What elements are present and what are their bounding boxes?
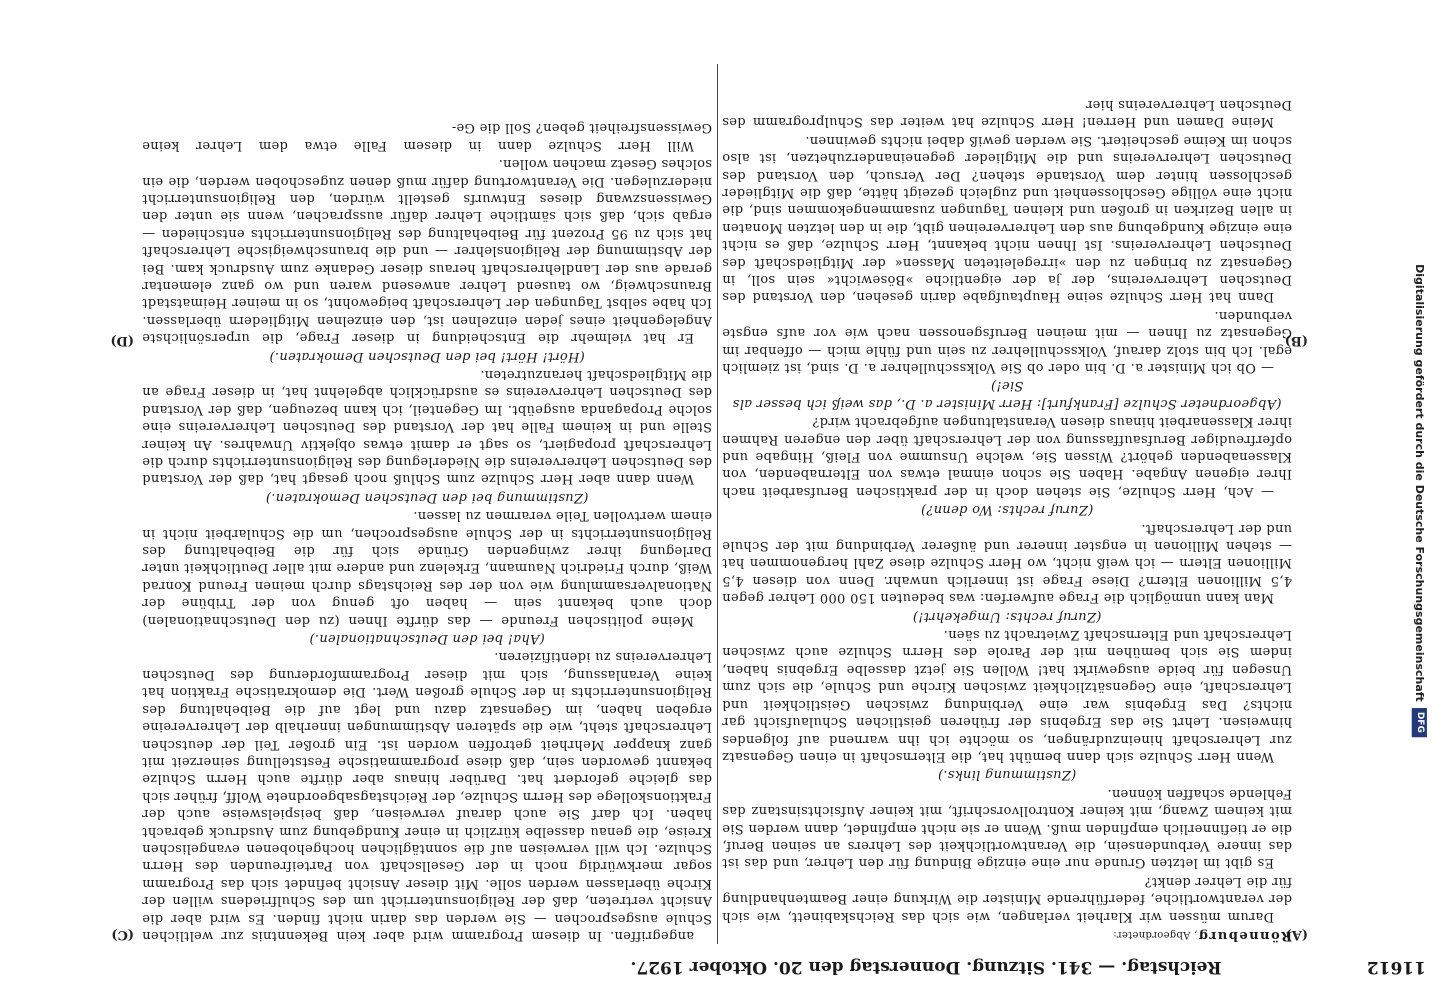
paragraph: Es gibt im letzten Grunde nur eine einzige Bindung für den Lehrer, und das ist das innere Verbundensein, die Verantwortlichkeit des Lehrers an seinen Beruf, die er tiefinnerlich empfinden muß. Wenn er sie nicht empfindet, dann werden Sie mit keinem Zwang, mit keiner Kontrollvorschrift, mit keiner Aufsichtsinstanz das Fehlende schaffen können. xyxy=(722,785,1292,871)
margin-marker-d: (D) xyxy=(110,333,134,348)
left-column xyxy=(722,64,1292,944)
paragraph: Meine politischen Freunde — das dürfte Ihnen (zu den Deutschnationalen) doch auch bekannt sein — haben oft genug von der Tribüne der Nationalversammlung wie von der des Reichstags durch meinen Freund Konrad Weiß, durch Friedrich Naumann, Erkelenz und andere mit aller Deutlichkeit unter Darlegung ihrer zwingenden Gründe sich für die Beibehaltung des Religionsunterrichts in der Schule ausgesprochen, um die Schularbeit nicht in einem wertvollen Teile verarmen zu lassen. xyxy=(142,508,712,628)
paragraph: — Ob ich Minister a. D. bin oder ob Sie Volksschullehrer a. D. sind, ist ziemlich egal. Ich bin stolz darauf, Volksschullehrer zu sein und fühle mich — offenbar im Gegensatz zu Ihnen — mit meinen Berufsgenossen nach wie vor aufs engste verbunden. xyxy=(722,307,1292,375)
margin-marker-a: (A) xyxy=(1285,927,1308,942)
paragraph: angegriffen. In diesem Programm wird aber kein Bekenntnis zur weltlichen Schule ausgesprochen — Sie werden das darin nicht finden. Es wird aber die Ansicht vertreten, daß der Religionsunterricht um des Schulfriedens willen der Kirche überlassen werden solle. Mit dieser Ansicht befindet sich das Programm sogar merkwürdig noch in der Gesellschaft von Parteifreunden des Herrn Schulze. Ich will verweisen auf die sonntäglichen hochgehobenen evangelischen Kreise, die genau dasselbe kürzlich in einer Kundgebung zum Ausdruck gebracht haben. Ich darf Sie auch darauf verweisen, daß beispielsweise auch der Fraktionskollege des Herrn Schulze, der Reichstagsabgeordnete Wolff, früher sich das gleiche gefordert hat. Darüber hinaus aber dürfte auch Herrn Schulze bekannt geworden sein, daß diese programmatische Feststellung seinerzeit mit ganz knapper Mehrheit getroffen worden ist. Ein großer Teil der deutschen Lehrerschaft steht, wie die späteren Abstimmungen innerhalb der Lehrervereine ergeben haben, im Gegensatz dazu und legt auf die Beibehaltung des Religionsunterrichts in der Schule großen Wert. Die demokratische Fraktion hat keine Veranlassung, sich mit dieser Programmforderung des Deutschen Lehrervereins zu identifizieren. xyxy=(142,649,712,943)
paragraph: Darum müssen wir Klarheit verlangen, wie sich das Reichskabinett, wie sich der verantwortliche, federführende Minister die Wirkung einer Beamtenhandlung für die Lehrer denkt? xyxy=(722,873,1292,924)
speaker-line xyxy=(722,926,1292,944)
paragraph: Will Herr Schulze dann in diesem Falle etwa dem Lehrer keine Gewissensfreiheit geben? Soll die Ge- xyxy=(142,120,712,153)
column-rule xyxy=(717,64,718,944)
running-title: Reichstag. — 341. Sitzung. Donnerstag den 20. Oktober 1927. xyxy=(630,957,1222,977)
page-number: 11612 xyxy=(1366,957,1426,977)
page-header xyxy=(426,954,1426,980)
interjection: (Aha! bei den Deutschnationalen.) xyxy=(309,631,545,647)
paragraph: Wenn Herr Schulze sich dann bemüht hat, die Elternschaft in einen Gegensatz zur Lehrerschaft hineinzudrängen, so möchte ich ihn warnend auf folgendes hinweisen. Lehrt Sie das Ergebnis der früheren geistlichen Schulaufsicht gar nichts? Das Ergebnis war eine Verbindung zwischen Geistlichkeit und Lehrerschaft, eine Gegensätzlichkeit zwischen Kirche und Schule, die sich zum Unsegen für beide ausgewirkt hat! Wollen Sie jetzt dasselbe Ergebnis haben, indem Sie sich bemühen mit der Parole des Herrn Schulze auch zwischen Lehrerschaft und Elternschaft Zwietracht zu säen. xyxy=(722,627,1292,764)
paragraph: Man kann unmöglich die Frage aufwerfen: was bedeuten 150 000 Lehrer gegen 4,5 Millionen Eltern? Diese Frage ist innerlich unwahr. Denn von diesen 4,5 Millionen Eltern — ich weiß nicht, wo Herr Schulze diese Zahl hergenommen hat — stehen Millionen in engster innerer und äußerer Verbindung mit der Schule und der Lehrerschaft. xyxy=(722,520,1292,606)
dfg-logo: DFG xyxy=(1412,707,1427,736)
digitization-note: Digitalisierung gefördert durch die Deutsche Forschungsgemeinschaft xyxy=(1412,263,1426,702)
paragraph: — Ach, Herr Schulze, Sie stehen doch in der praktischen Berufsarbeit nach Ihrer eigenen Angabe. Haben Sie schon einmal etwas von Elternabenden, von Klassenabenden gehört? Wissen Sie, welche Unsumme von Fleiß, Hingabe und opferfreudiger Berufsauffassung von der Lehrerschaft über den engeren Rahmen ihrer Klassenarbeit hinaus diesen Veranstaltungen aufgebracht wird? xyxy=(722,414,1292,499)
margin-marker-b: (B) xyxy=(1284,333,1308,348)
interjection: (Zustimmung links.) xyxy=(937,767,1077,783)
digitization-sidebar xyxy=(1410,10,1428,990)
right-column xyxy=(142,64,712,944)
speaker-role: , Abgeordneter: xyxy=(1112,929,1198,940)
margin-marker-c: (C) xyxy=(111,927,134,942)
speaker-name: Rönneburg xyxy=(1197,928,1292,943)
paragraph: Wenn dann aber Herr Schulze zum Schluß noch gesagt hat, daß der Vorstand des Deutschen Lehrervereins die Niederlegung des Religionsunterrichts durch die Lehrerschaft propagiert, so sagt er damit etwas objektiv Unwahres. An keiner Stelle und in keinem Falle hat der Vorstand des Deutschen Lehrervereins eine solche Propaganda ausgeübt. Im Gegenteil, ich kann bezeugen, daß der Vorstand des Deutschen Lehrervereins es ausdrücklich abgelehnt hat, in dieser Frage an die Mitgliedschaft heranzutreten. xyxy=(142,367,712,487)
interjection: (Abgeordneter Schulze [Frankfurt]: Herr Minister a. D., das weiß ich besser als Sie!) xyxy=(732,378,1282,411)
paragraph: Er hat vielmehr die Entscheidung in dieser Frage, die urpersönlichste Angelegenheit eines jeden einzelnen ist, den einzelnen Mitgliedern überlassen. Ich habe selbst Tagungen der Lehrerschaft beigewohnt, so in meiner Heimatstadt Braunschweig, wo tausend Lehrer anwesend waren und wo ganz elementar gerade aus der Landlehrerschaft heraus dieser Gedanke zum Ausdruck kam. Bei der Abstimmung der Religionslehrer — und die braunschweigische Lehrerschaft hat sich zu 95 Prozent für Beibehaltung des Religionsunterrichts entschieden — ergab sich, daß sich sämtliche Lehrer dafür aussprachen, wenn sie unter den Gewissenszwang dieses Entwurfs gestellt würden, den Religionsunterricht niederzulegen. Die Verantwortung dafür muß denen zugeschoben werden, die ein solches Gesetz machen wollen. xyxy=(142,156,712,346)
interjection: (Zuruf rechts: Wo denn?) xyxy=(920,502,1094,518)
paragraph: Dann hat Herr Schulze seine Hauptaufgabe darin gesehen, den Vorstand des Deutschen Lehrervereins, der ja der eigentliche »Bösewicht« sein soll, in Gegensatz zu bringen zu den »irregeleiteten Massen« der Mitgliedschaft des Deutschen Lehrervereins. Ist Ihnen nicht bekannt, Herr Schulze, daß es nicht eine einzige Kundgebung aus den Lehrervereinen gibt, die in den letzten Monaten in allen Bezirken in großen und kleinen Tagungen zusammengekommen sind, die nicht eine völlige Geschlossenheit und zugleich gezeigt hätte, daß die Mitglieder geschlossen hinter dem Vorstande stehen? Der Versuch, den Vorstand des Deutschen Lehrervereins und die Mitglieder gegeneinanderzuhetzen, ist also schon im Keime gescheitert. Sie werden gewiß dabei nichts gewinnen. xyxy=(722,132,1292,305)
interjection: (Zuruf rechts: Umgekehrt!) xyxy=(912,608,1102,624)
interjection: (Hört! Hört! bei den Deutschen Demokraten.) xyxy=(269,348,585,364)
interjection: (Zustimmung bei den Deutschen Demokraten.) xyxy=(265,489,589,505)
paragraph: Meine Damen und Herren! Herr Schulze hat weiter das Schulprogramm des Deutschen Lehrervereins hier xyxy=(722,96,1292,130)
